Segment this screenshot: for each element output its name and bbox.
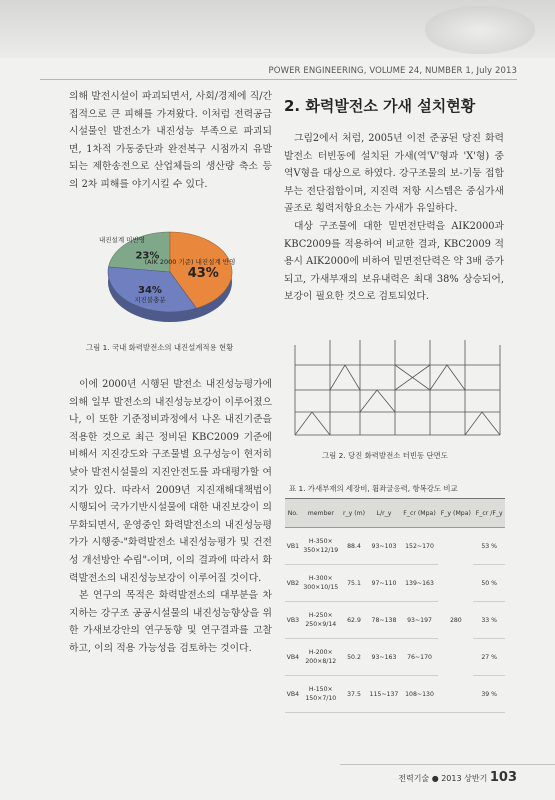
header-band	[0, 0, 555, 58]
right-paragraph-1: 그림2에서 처럼, 2005년 이전 준공된 당진 화력발전소 터빈동에 설치된 가새(역'V'형과 'X'형) 중 역V형을 대상으로 하였다. 강구조물의 보-기둥 접합부는 전단접합이며, 지진력 저항 시스템은 중심가새골조로 횡력저항요소는 가새가 유일하다.	[284, 133, 504, 215]
table-1-caption: 표 1. 가새부재의 세장비, 휨좌굴응력, 항복강도 비교	[289, 484, 458, 493]
table-cell: VB2	[285, 565, 301, 602]
table-cell: 27 %	[473, 639, 505, 676]
table-cell: 97~110	[367, 565, 401, 602]
left-column-body	[69, 376, 272, 658]
table-cell: H-350× 350×12/19	[301, 528, 341, 565]
figure-2-structure-drawing	[290, 330, 505, 440]
table-cell: VB4	[285, 676, 301, 713]
page-number: 103	[489, 770, 517, 785]
right-paragraph-2: 대상 구조물에 대한 밑면전단력을 AIK2000과 KBC2009를 적용하여 비교한 결과, KBC2009 적용시 AIK2000에 비하여 밑면전단력은 약 3배 증가되고, 가새부재의 보유내력은 최대 38% 상승되어, 보강이 필요한 것으로 검토되었다.	[284, 220, 504, 303]
table-header-row	[285, 499, 505, 528]
table-cell: 108~130	[401, 676, 439, 713]
right-column-text	[284, 130, 504, 306]
table-header-cell: L/r_y	[367, 499, 401, 528]
footer-rule	[340, 764, 555, 765]
pie-value-label: 23%	[135, 250, 160, 262]
figure-1-caption: 그림 1. 국내 화력발전소의 내진설계적용 현황	[86, 343, 234, 352]
table-cell: 39 %	[473, 676, 505, 713]
figure-1-pie-chart	[80, 210, 260, 330]
figure-2-caption: 그림 2. 당진 화력발전소 터빈동 단면도	[322, 451, 448, 460]
table-header-cell: F_y (Mpa)	[438, 499, 473, 528]
table-cell: 37.5	[341, 676, 367, 713]
pie-category-label: 내진설계 미반영	[98, 236, 146, 244]
left-paragraph-3: 본 연구의 목적은 화력발전소의 대부분을 차지하는 강구조 공공시설물의 내진성능향상을 위한 가새보강안의 연구동향 및 연구결과를 고찰하고, 이의 적용 가능성을 검토하는 것이다.	[69, 590, 272, 654]
left-paragraph-1: 의해 발전시설이 파괴되면서, 사회/경제에 직/간접적으로 큰 피해를 가져왔다. 이처럼 전력공급시설물인 발전소가 내진성능 부족으로 파괴되면, 1차적 가동중단과 완전복구 시점까지 유발되는 제한송전으로 산업체들의 생산량 축소 등의 2차 피해를 야기시킬 수 있다.	[69, 91, 272, 190]
table-1	[285, 498, 505, 713]
journal-title: POWER ENGINEERING, VOLUME 24, NUMBER 1, July 2013	[268, 66, 517, 76]
pie-value-label: 34%	[137, 284, 162, 296]
table-cell: 50 %	[473, 565, 505, 602]
table-cell: H-200× 200×8/12	[301, 639, 341, 676]
table-row	[285, 528, 505, 565]
table-header-cell: F_cr (Mpa)	[401, 499, 439, 528]
table-cell: H-150× 150×7/10	[301, 676, 341, 713]
section-title: 2. 화력발전소 가새 설치현황	[284, 97, 476, 115]
table-cell: 50.2	[341, 639, 367, 676]
table-cell: 115~137	[367, 676, 401, 713]
table-cell: 139~163	[401, 565, 439, 602]
table-body	[285, 528, 505, 713]
table-cell: 280	[438, 528, 473, 713]
table-cell: H-250× 250×9/14	[301, 602, 341, 639]
header-rule	[40, 79, 517, 80]
pie-category-label: (AIK 2000 기준) 내진설계 반영	[144, 258, 236, 266]
table-cell: VB4	[285, 639, 301, 676]
table-cell: 93~163	[367, 639, 401, 676]
table-cell: H-300× 300×10/15	[301, 565, 341, 602]
table-cell: 76~170	[401, 639, 439, 676]
footer-text: 전력기술 ● 2013 상반기	[398, 774, 488, 783]
table-cell: 88.4	[341, 528, 367, 565]
left-column-intro	[69, 88, 272, 194]
page-footer	[398, 770, 517, 785]
left-paragraph-2: 이에 2000년 시행된 발전소 내진성능평가에 의해 일부 발전소의 내진성능보강이 이루어졌으나, 이 또한 기준정비과정에서 나온 내진기준을 적용한 것으로 최근 정비된 KBC2009 기준에 비해서 지진강도와 구조물별 요구성능이 현저히 낮아 발전시설물의 지진안전도를 과대평가할 여지가 있다. 따라서 2009년 지진재해대책법이 시행되어 국가기반시설물에 대한 내진보강이 의무화되면서, 운영중인 화력발전소의 내진성능평가가 시행중-"화력발전소 내진성능평가 및 건전성 개선방안 수립"-이며, 이의 결과에 따라서 화력발전소의 내진성능보강이 이루어질 것이다.	[69, 379, 272, 584]
table-cell: VB3	[285, 602, 301, 639]
table-cell: 152~170	[401, 528, 439, 565]
table-cell: 93~103	[367, 528, 401, 565]
pie-category-label: 지진불충분	[134, 296, 166, 304]
table-cell: 62.9	[341, 602, 367, 639]
table-header-cell: member	[301, 499, 341, 528]
table-header-cell: F_cr /F_y	[473, 499, 505, 528]
pie-value-label: 43%	[187, 266, 219, 282]
table-cell: 93~197	[401, 602, 439, 639]
table-cell: VB1	[285, 528, 301, 565]
table-header-cell: No.	[285, 499, 301, 528]
table-cell: 53 %	[473, 528, 505, 565]
table-cell: 75.1	[341, 565, 367, 602]
table-cell: 78~138	[367, 602, 401, 639]
table-header-cell: r_y (m)	[341, 499, 367, 528]
table-cell: 33 %	[473, 602, 505, 639]
